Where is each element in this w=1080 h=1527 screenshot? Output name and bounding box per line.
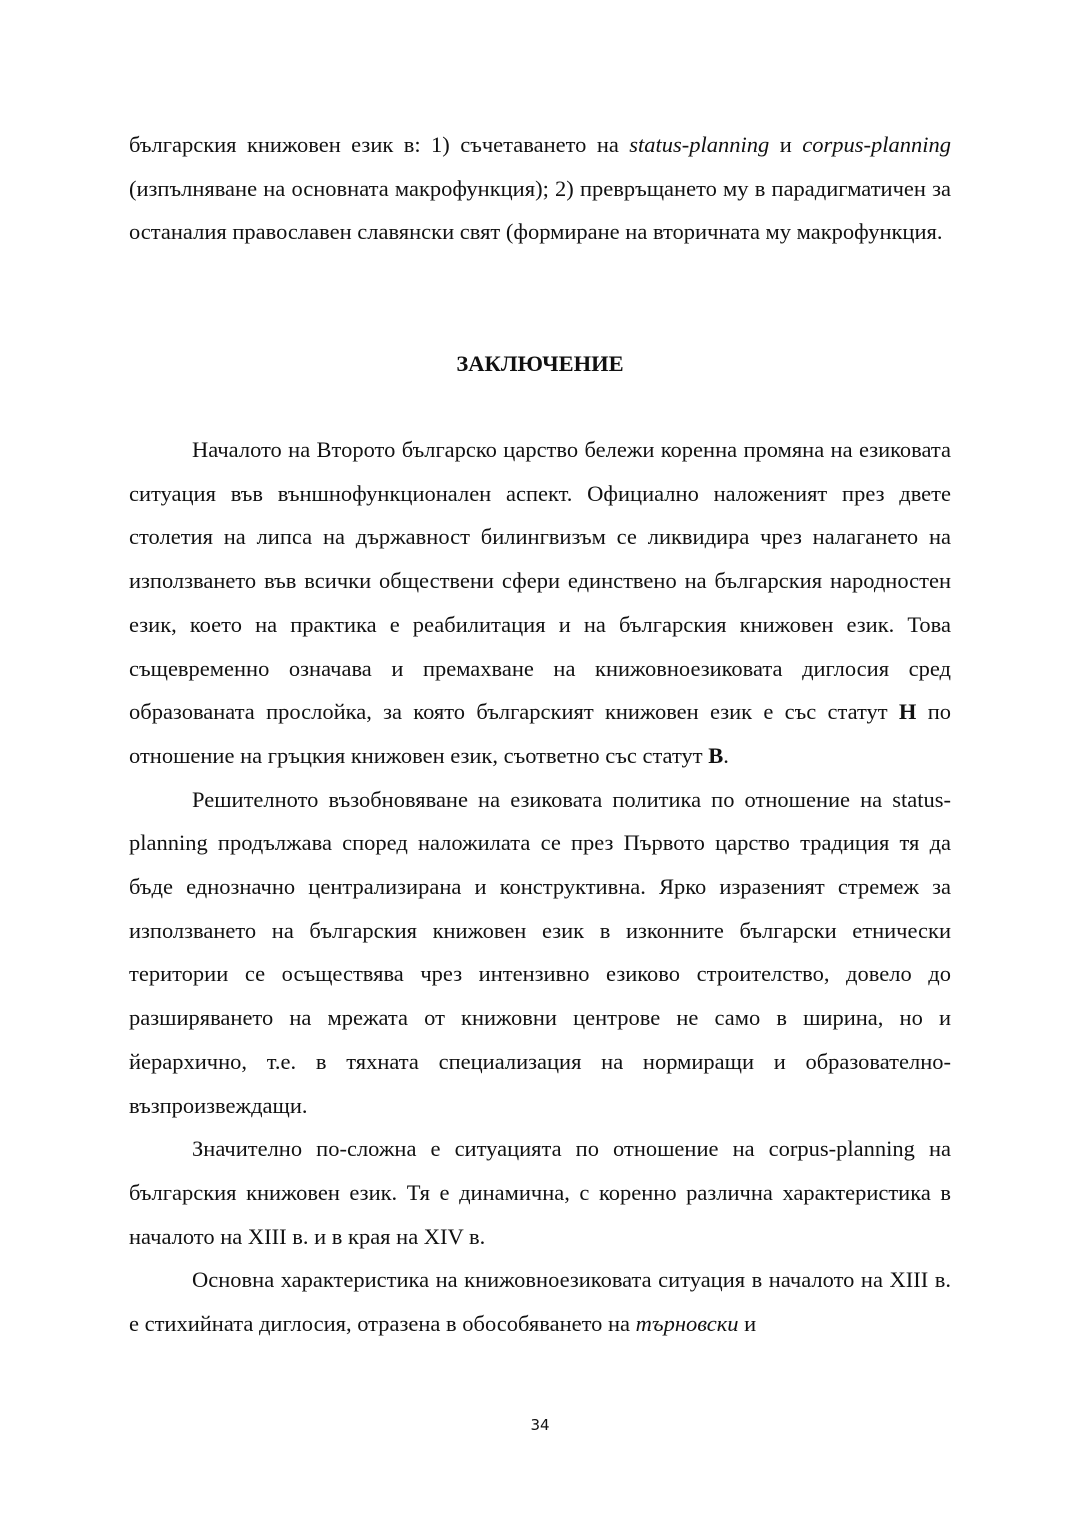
paragraph-1-text-2: по отношение на гръцкия книжовен език, съответно със статут xyxy=(129,699,952,768)
paragraph-2: Решителното възобновяване на езиковата политика по отношение на status-planning продължава според наложилата се през Първото царство традиция тя да бъде еднозначно централизирана и конструктивна. Ярко изразеният стремеж за използването на българския книжовен език в изконните български етнически територии се осъществява чрез интензивно езиково строителство, довело до разширяването на мрежата от книжовни центрове не само в ширина, но и йерархично, т.е. в тяхната специализация на нормиращи и образователно-възпроизвеждащи. xyxy=(129,786,951,1118)
intro-text-block xyxy=(129,123,951,254)
paragraph-4-text-2: и xyxy=(738,1311,757,1337)
intro-italic-corpus-planning: corpus-planning xyxy=(802,132,951,157)
intro-text-1: българския книжовен език в: 1) съчетаването на xyxy=(129,132,630,157)
intro-italic-status-planning: status-planning xyxy=(629,132,770,157)
status-h-bold: H xyxy=(898,699,917,725)
paragraph-1 xyxy=(129,428,951,778)
paragraph-4 xyxy=(129,1258,951,1345)
intro-text-3: (изпълняване на основната макрофункция); 2) превръщането му в парадигматичен за останалия православен славянски свят (формиране на вторичната му макрофункция. xyxy=(129,175,951,245)
paragraph-1-text-1: Началото на Второто българско царство бележи коренна промяна на езиковата ситуация във външнофункционален аспект. Официално наложеният през двете столетия на липса на държавност билингвизъм се ликвидира чрез налагането на използването във всички обществени сфери единствено на българския народностен език, което на практика е реабилитация и на българския книжовен език. Това същевременно означава и премахване на книжовноезиковата диглосия сред образованата прослойка, за която българският книжовен език е със статут xyxy=(129,437,951,725)
paragraph-4-italic-tarnovski: търновски xyxy=(635,1311,739,1337)
intro-text-2: и xyxy=(769,132,803,157)
paragraph-4-text-1: Основна характеристика на книжовноезиковата ситуация в началото на XIII в. е стихийната диглосия, отразена в обособяването на xyxy=(129,1267,951,1337)
page-number: 34 xyxy=(530,1416,550,1434)
paragraph-3: Значително по-сложна е ситуацията по отношение на corpus-planning на българския книжовен език. Тя е динамична, с коренно различна характеристика в началото на XIII в. и в края на XIV в. xyxy=(129,1136,951,1249)
section-heading: ЗАКЛЮЧЕНИЕ xyxy=(456,351,624,376)
intro-paragraph xyxy=(129,123,951,254)
status-b-bold: B xyxy=(708,742,724,768)
paragraph-1-text-3: . xyxy=(723,742,729,768)
body-text-block xyxy=(129,428,951,1346)
